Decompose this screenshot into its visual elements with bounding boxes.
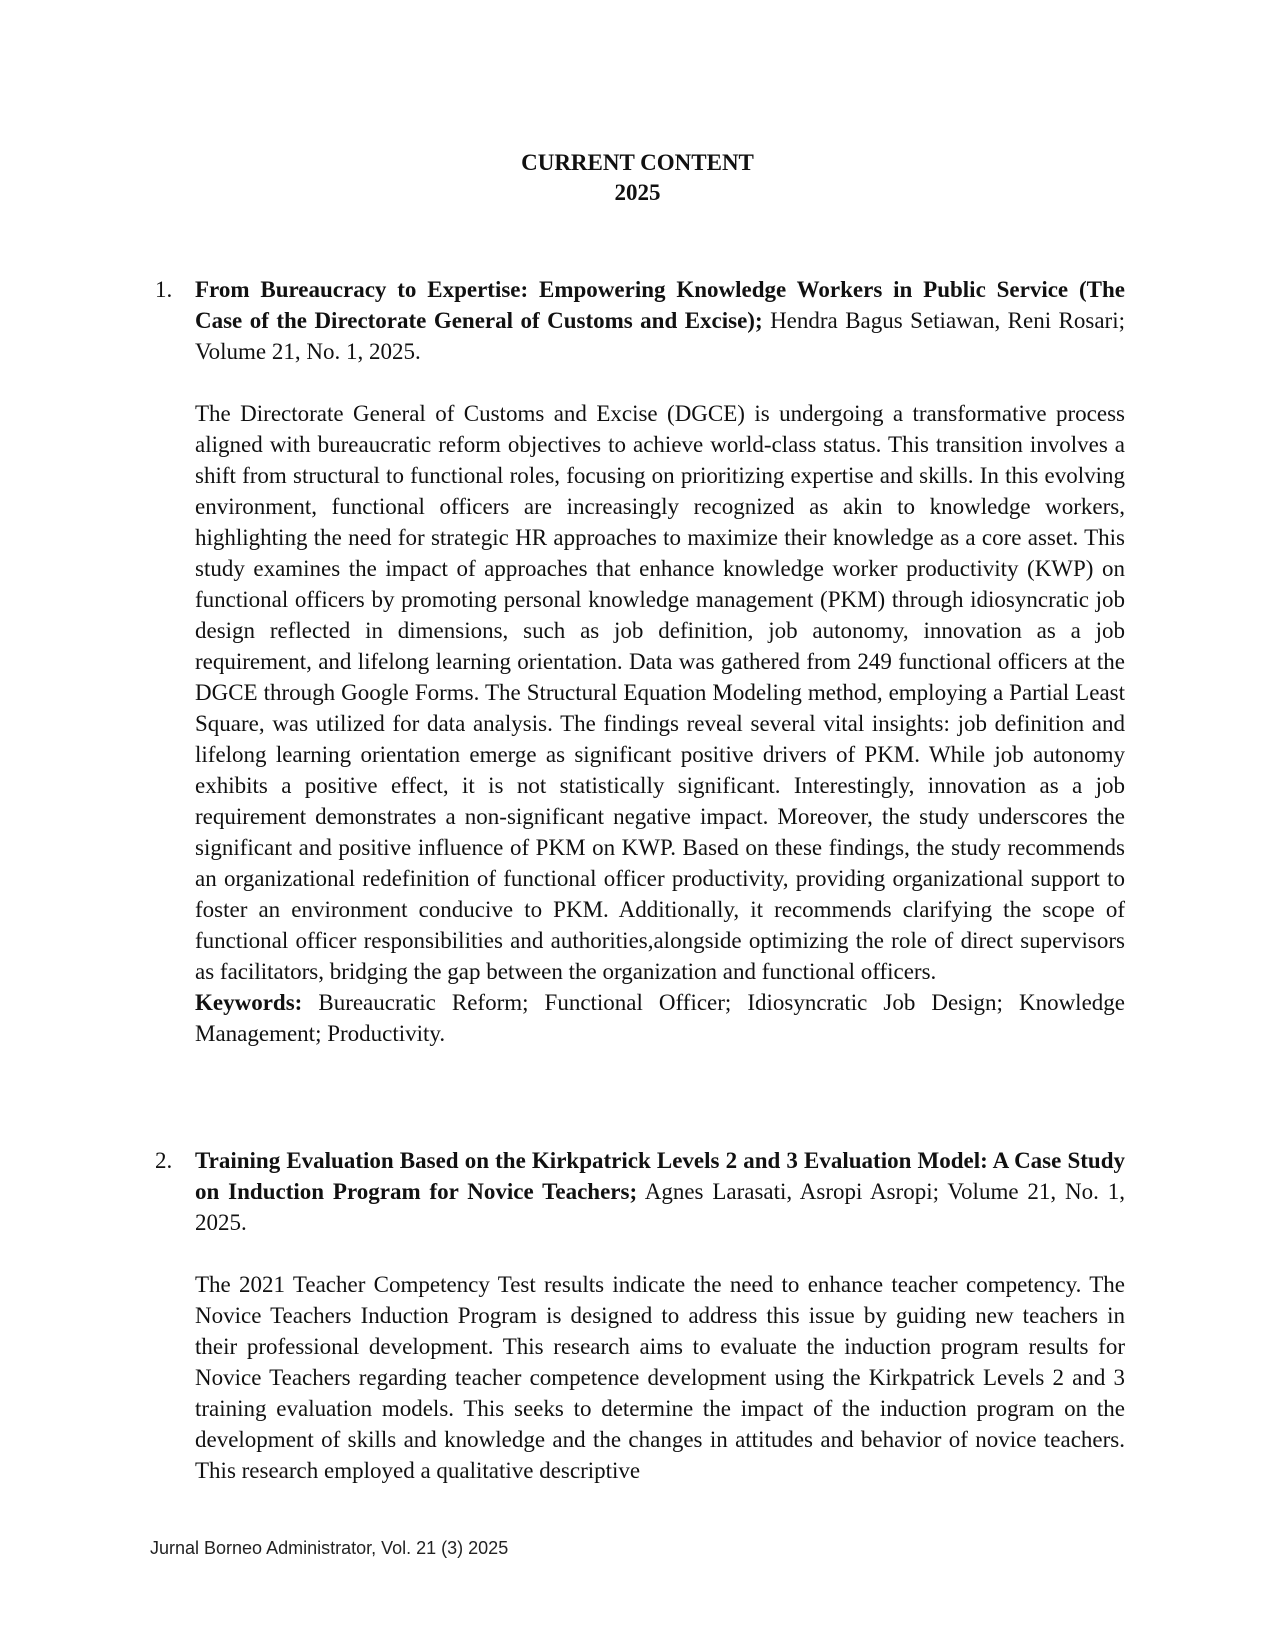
entry-keywords	[195, 987, 1125, 1049]
page-footer: Jurnal Borneo Administrator, Vol. 21 (3) 2025	[150, 1538, 509, 1558]
article-entry-1	[155, 274, 1126, 1049]
entry-citation	[195, 274, 1125, 367]
page-title: CURRENT CONTENT	[521, 150, 754, 175]
entry-citation	[195, 1145, 1125, 1238]
entry-authors-volume: Agnes Larasati, Asropi Asropi; Volume 21, No. 1, 2025.	[195, 1179, 1126, 1235]
entry-title: Training Evaluation Based on the Kirkpatrick Levels 2 and 3 Evaluation Model: A Case Study on Induction Program for Novice Teachers;	[195, 1148, 1125, 1204]
keywords-label: Keywords:	[195, 990, 303, 1015]
page-year: 2025	[614, 180, 661, 205]
keywords-text: Bureaucratic Reform; Functional Officer; Idiosyncratic Job Design; Knowledge Management; Productivity.	[195, 990, 1125, 1046]
entry-title: From Bureaucracy to Expertise: Empowering Knowledge Workers in Public Service (The Case of the Directorate General of Customs and Excise);	[195, 277, 1125, 333]
entry-abstract: The 2021 Teacher Competency Test results indicate the need to enhance teacher competency. The Novice Teachers Induction Program is designed to address this issue by guiding new teachers in their professional development. This research aims to evaluate the induction program results for Novice Teachers regarding teacher competence development using the Kirkpatrick Levels 2 and 3 training evaluation models. This seeks to determine the impact of the induction program on the development of skills and knowledge and the changes in attitudes and behavior of novice teachers. This research employed a qualitative descriptive	[195, 1272, 1125, 1483]
page-header	[0, 148, 1275, 208]
entry-number: 1.	[155, 277, 173, 302]
article-entry-2	[155, 1145, 1126, 1486]
entry-abstract: The Directorate General of Customs and Excise (DGCE) is undergoing a transformative process aligned with bureaucratic reform objectives to achieve world-class status. This transition involves a shift from structural to functional roles, focusing on prioritizing expertise and skills. In this evolving environment, functional officers are increasingly recognized as akin to knowledge workers, highlighting the need for strategic HR approaches to maximize their knowledge as a core asset. This study examines the impact of approaches that enhance knowledge worker productivity (KWP) on functional officers by promoting personal knowledge management (PKM) through idiosyncratic job design reflected in dimensions, such as job definition, job autonomy, innovation as a job requirement, and lifelong learning orientation. Data was gathered from 249 functional officers at the DGCE through Google Forms. The Structural Equation Modeling method, employing a Partial Least Square, was utilized for data analysis. The findings reveal several vital insights: job definition and lifelong learning orientation emerge as significant positive drivers of PKM. While job autonomy exhibits a positive effect, it is not statistically significant. Interestingly, innovation as a job requirement demonstrates a non-significant negative impact. Moreover, the study underscores the significant and positive influence of PKM on KWP. Based on these findings, the study recommends an organizational redefinition of functional officer productivity, providing organizational support to foster an environment conducive to PKM. Additionally, it recommends clarifying the scope of functional officer responsibilities and authorities,alongside optimizing the role of direct supervisors as facilitators, bridging the gap between the organization and functional officers.	[195, 401, 1125, 984]
entry-authors-volume: Hendra Bagus Setiawan, Reni Rosari; Volume 21, No. 1, 2025.	[195, 308, 1126, 364]
entry-number: 2.	[155, 1148, 173, 1173]
